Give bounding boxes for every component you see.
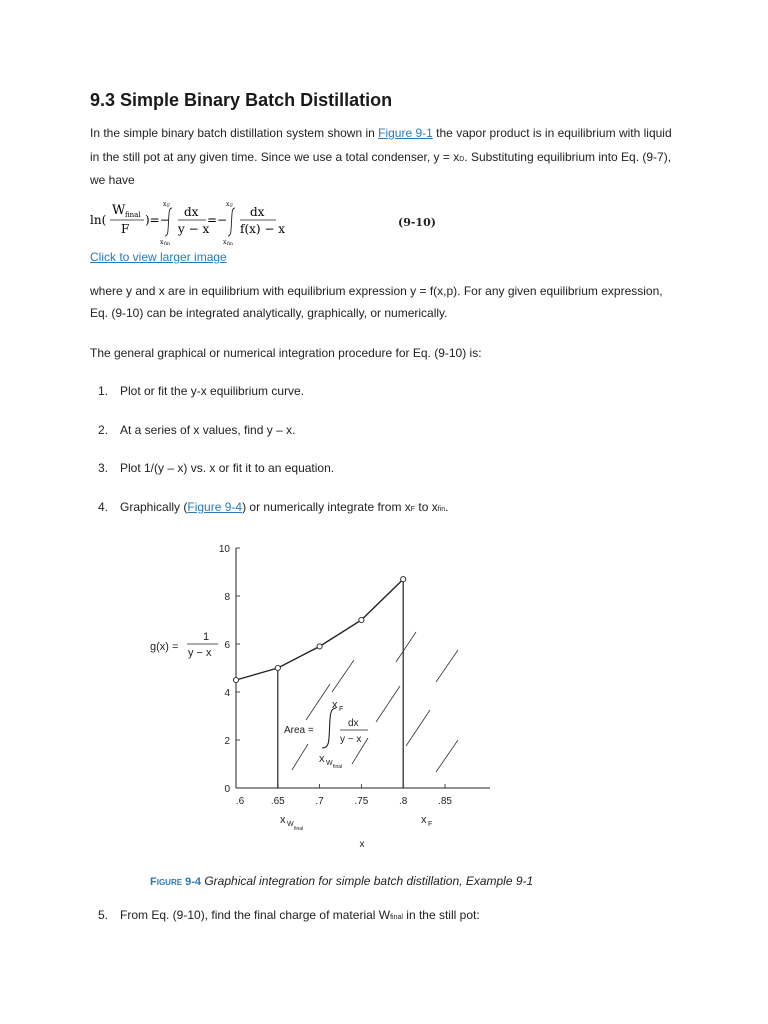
figure-9-4-chart	[140, 532, 500, 852]
svg-text:fin: fin	[227, 242, 233, 246]
y-tick-label: 10	[218, 544, 230, 555]
x-tick-label: .75	[354, 796, 369, 807]
xw-final-label: x	[280, 814, 286, 826]
upper-limit: x	[332, 699, 338, 711]
x-axis-label: x	[359, 839, 365, 850]
svg-text:)=−: )=−	[145, 213, 170, 227]
integrand-num: dx	[348, 718, 359, 729]
x-tick-label: .65	[270, 796, 285, 807]
hatch-line	[306, 684, 330, 720]
xw-final-sub: W	[287, 821, 294, 828]
list-item: 5. From Eq. (9-10), find the final charge of material Wfinal in the still pot:	[98, 908, 480, 922]
data-point	[359, 617, 364, 622]
svg-text:x: x	[163, 201, 167, 208]
lower-limit: x	[319, 753, 325, 765]
integrand-den: y − x	[340, 734, 362, 745]
hatch-line	[292, 744, 308, 770]
view-larger-link-line	[90, 245, 680, 269]
y-axis-label: g(x) =	[150, 641, 179, 653]
hatch-line	[436, 650, 458, 682]
figure-9-1-link[interactable]: Figure 9-1	[378, 126, 433, 140]
svg-text:fin: fin	[164, 242, 170, 246]
xw-final-subsub: final	[294, 826, 304, 832]
x-tick-label: .8	[399, 796, 408, 807]
y-tick-label: 8	[224, 592, 230, 603]
hatch-line	[396, 632, 416, 662]
lower-limit-sub: W	[326, 760, 333, 767]
y-axis-label-den: y − x	[188, 647, 212, 659]
y-axis-label-num: 1	[203, 631, 210, 643]
y-tick-label: 2	[224, 736, 230, 747]
svg-text:dx: dx	[184, 205, 199, 219]
svg-text:final: final	[125, 211, 141, 219]
data-point	[401, 577, 406, 582]
x-tick-label: .85	[438, 796, 452, 807]
svg-text:x: x	[226, 201, 230, 208]
hatch-line	[332, 660, 354, 692]
figure-9-4-link[interactable]: Figure 9-4	[187, 500, 243, 514]
svg-text:f(x) − x: f(x) − x	[240, 222, 286, 236]
data-point	[233, 677, 238, 682]
intro-line-2: in the still pot at any given time. Since we use a total condenser, y = xD. Substituting equilibrium into Eq. (9-7),	[90, 150, 672, 164]
svg-text:dx: dx	[250, 205, 265, 219]
xf-sub: F	[428, 821, 433, 828]
list-item: 3. Plot 1/(y – x) vs. x or fit it to an equation.	[98, 461, 335, 475]
view-larger-image-link[interactable]: Click to view larger image	[90, 250, 227, 264]
figure-label: Figure 9-4	[150, 876, 202, 888]
svg-text:F: F	[167, 204, 171, 209]
equation-number: (9-10)	[398, 216, 436, 229]
gx-curve	[236, 579, 403, 680]
svg-text:F: F	[121, 222, 130, 236]
area-label: Area =	[284, 725, 314, 736]
para3: The general graphical or numerical integration procedure for Eq. (9-10) is:	[90, 346, 482, 360]
svg-text:ln(: ln(	[90, 213, 107, 227]
list-item: 1. Plot or fit the y-x equilibrium curve.	[98, 384, 305, 398]
y-tick-label: 6	[224, 640, 230, 651]
intro-line-3: we have	[90, 173, 135, 187]
y-tick-label: 0	[224, 784, 230, 795]
svg-text:x: x	[160, 239, 164, 246]
x-tick-label: .6	[235, 796, 245, 807]
svg-text:=−: =−	[207, 213, 228, 227]
xf-label: x	[421, 814, 427, 826]
svg-text:x: x	[223, 239, 227, 246]
svg-text:F: F	[230, 204, 234, 209]
data-point	[275, 665, 280, 670]
hatch-line	[406, 710, 430, 746]
equation-9-10	[90, 198, 450, 246]
x-tick-label: .7	[315, 796, 324, 807]
lower-limit-subsub: final	[333, 764, 343, 770]
upper-limit-sub: F	[339, 706, 344, 713]
svg-text:y − x: y − x	[178, 222, 210, 236]
integral-sign	[322, 708, 336, 748]
data-point	[317, 644, 322, 649]
figure-caption: Figure 9-4 Graphical integration for simple batch distillation, Example 9-1	[150, 874, 534, 888]
para2-line-2: Eq. (9-10) can be integrated analytically, graphically, or numerically.	[90, 306, 448, 320]
hatch-line	[376, 686, 400, 722]
hatch-line	[436, 740, 458, 772]
svg-text:W: W	[112, 203, 126, 218]
y-tick-label: 4	[224, 688, 230, 699]
intro-line-1: In the simple binary batch distillation system shown in Figure 9-1 the vapor product is in equilibrium with liquid	[90, 126, 672, 140]
para2-line-1: where y and x are in equilibrium with equilibrium expression y = f(x,p). For any given equilibrium expression,	[90, 284, 663, 298]
list-item: 4. Graphically (Figure 9-4) or numerically integrate from xF to xfin.	[98, 500, 449, 514]
section-title: 9.3 Simple Binary Batch Distillation	[90, 90, 393, 110]
list-item: 2. At a series of x values, find y – x.	[98, 423, 296, 437]
